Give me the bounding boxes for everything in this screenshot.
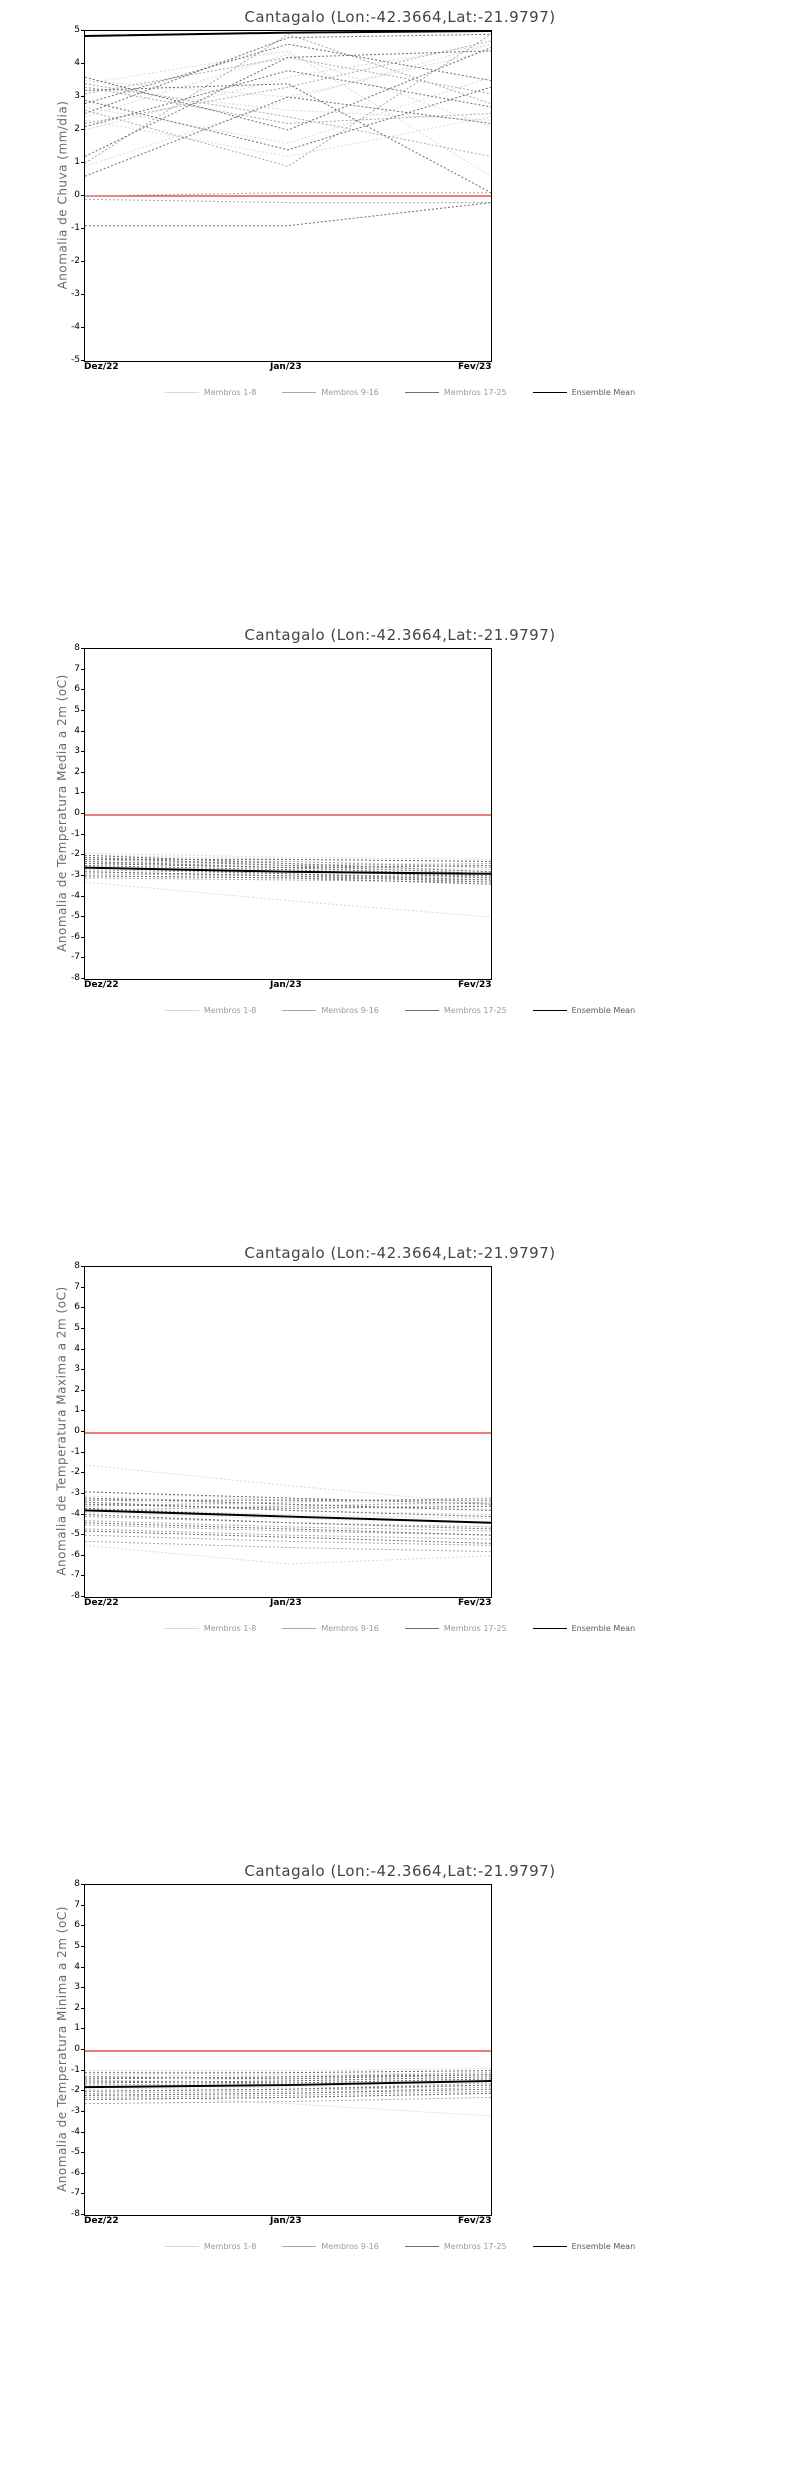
- legend-item: [165, 2242, 256, 2251]
- x-tick-label: Jan/23: [270, 980, 302, 990]
- x-tick-label: Fev/23: [458, 980, 492, 990]
- series-line: [85, 51, 491, 157]
- y-tick-mark: [81, 1987, 84, 1988]
- y-tick-mark: [81, 1596, 84, 1597]
- y-tick-mark: [81, 1307, 84, 1308]
- x-tick-label: Fev/23: [458, 362, 492, 372]
- y-tick-label: -4: [71, 1508, 80, 1519]
- legend-swatch-icon: [533, 392, 567, 393]
- y-tick-label: -5: [71, 911, 80, 922]
- chart-panel: [0, 1236, 800, 1854]
- page-title: Cantagalo (Lon:-42.3664,Lat:-21.9797): [244, 8, 556, 26]
- x-tick-label: Jan/23: [270, 1598, 302, 1608]
- legend-item: [165, 388, 256, 397]
- y-tick-label: 8: [74, 1261, 80, 1271]
- y-tick-mark: [81, 261, 84, 262]
- y-tick-mark: [81, 2111, 84, 2112]
- y-tick-label: -2: [71, 1467, 80, 1478]
- x-tick-label: Jan/23: [270, 2216, 302, 2226]
- y-tick-mark: [81, 792, 84, 793]
- legend-item-label: Membros 1-8: [203, 1624, 257, 1633]
- x-tick-label: Dez/22: [84, 362, 119, 372]
- y-tick-mark: [81, 669, 84, 670]
- legend-item-label: Membros 17-25: [443, 388, 507, 397]
- plot-area: [84, 1266, 492, 1598]
- y-tick-mark: [81, 1287, 84, 1288]
- plot-area: [84, 648, 492, 980]
- legend-item-label: Membros 17-25: [443, 2242, 507, 2251]
- y-tick-label: 5: [74, 25, 80, 35]
- chart-panel: [0, 0, 800, 618]
- y-tick-label: -2: [71, 256, 80, 266]
- y-tick-label: 0: [74, 2044, 80, 2054]
- legend-swatch-icon: [405, 1010, 439, 1011]
- legend: [0, 2242, 800, 2251]
- y-tick-mark: [81, 360, 84, 361]
- y-tick-label: 3: [74, 1982, 80, 1993]
- y-tick-mark: [81, 751, 84, 752]
- y-tick-mark: [81, 731, 84, 732]
- y-tick-label: -3: [71, 2105, 80, 2116]
- y-tick-mark: [81, 195, 84, 196]
- y-tick-label: 1: [74, 1405, 80, 1416]
- y-tick-label: -6: [71, 1549, 80, 1560]
- y-tick-mark: [81, 2214, 84, 2215]
- y-tick-mark: [81, 1575, 84, 1576]
- legend-item-label: Membros 1-8: [203, 2242, 257, 2251]
- y-tick-mark: [81, 1905, 84, 1906]
- y-tick-label: 3: [74, 1364, 80, 1375]
- y-tick-mark: [81, 1884, 84, 1885]
- series-line: [85, 31, 491, 36]
- y-tick-mark: [81, 2008, 84, 2009]
- legend-item-label: Ensemble Mean: [571, 1006, 636, 1015]
- series-line: [85, 97, 491, 176]
- y-tick-label: -8: [71, 1591, 80, 1601]
- y-tick-mark: [81, 1967, 84, 1968]
- series-line: [85, 1541, 491, 1551]
- y-tick-mark: [81, 1452, 84, 1453]
- y-tick-mark: [81, 327, 84, 328]
- legend-item: [282, 1006, 379, 1015]
- y-tick-label: 5: [74, 1322, 80, 1333]
- y-tick-label: 4: [74, 58, 80, 68]
- legend-swatch-icon: [405, 1628, 439, 1629]
- series-line: [85, 882, 491, 917]
- y-tick-mark: [81, 1328, 84, 1329]
- chart-panel: [0, 1854, 800, 2472]
- y-tick-label: 7: [74, 1899, 80, 1910]
- y-tick-label: 2: [74, 124, 80, 134]
- y-tick-label: -7: [71, 952, 80, 963]
- y-tick-mark: [81, 648, 84, 649]
- y-tick-label: 2: [74, 766, 80, 777]
- y-tick-mark: [81, 30, 84, 31]
- y-tick-label: -4: [71, 322, 80, 332]
- y-tick-mark: [81, 2132, 84, 2133]
- y-tick-label: -1: [71, 223, 80, 233]
- legend-item: [165, 1006, 256, 1015]
- y-tick-mark: [81, 1390, 84, 1391]
- y-tick-mark: [81, 1349, 84, 1350]
- series-line: [85, 1545, 491, 1564]
- plot-area: [84, 1884, 492, 2216]
- y-tick-mark: [81, 875, 84, 876]
- legend-swatch-icon: [282, 1010, 316, 1011]
- y-tick-mark: [81, 1431, 84, 1432]
- y-tick-label: 8: [74, 643, 80, 653]
- y-tick-label: -7: [71, 2188, 80, 2199]
- y-tick-label: -5: [71, 2147, 80, 2158]
- y-tick-mark: [81, 1410, 84, 1411]
- legend-swatch-icon: [533, 1010, 567, 1011]
- x-tick-label: Fev/23: [458, 1598, 492, 1608]
- y-axis-label-text: Anomalia de Chuva (mm/dia): [55, 100, 69, 290]
- legend-item: [405, 1624, 507, 1633]
- legend-item-label: Membros 9-16: [321, 1006, 379, 1015]
- y-tick-mark: [81, 1493, 84, 1494]
- y-tick-mark: [81, 916, 84, 917]
- legend-item: [405, 2242, 507, 2251]
- plot-area: [84, 30, 492, 362]
- y-tick-label: 2: [74, 2002, 80, 2013]
- y-tick-label: -1: [71, 1446, 80, 1457]
- y-tick-label: -5: [71, 1529, 80, 1540]
- legend: [0, 388, 800, 397]
- page-title: Cantagalo (Lon:-42.3664,Lat:-21.9797): [244, 1862, 556, 1880]
- y-axis-label-text: Anomalia de Temperatura Maxima a 2m (oC): [55, 1286, 69, 1576]
- y-tick-mark: [81, 294, 84, 295]
- legend: [0, 1624, 800, 1633]
- legend-swatch-icon: [533, 1628, 567, 1629]
- y-tick-label: 8: [74, 1879, 80, 1889]
- page-title: Cantagalo (Lon:-42.3664,Lat:-21.9797): [244, 626, 556, 644]
- y-axis-label-text: Anomalia de Temperatura Media a 2m (oC): [55, 674, 70, 952]
- y-tick-label: -6: [71, 931, 80, 942]
- y-tick-label: 6: [74, 1920, 80, 1931]
- y-tick-label: 7: [74, 1281, 80, 1292]
- series-line: [85, 2097, 491, 2103]
- legend-item-label: Membros 9-16: [321, 1624, 379, 1633]
- y-tick-label: -5: [71, 355, 80, 365]
- y-tick-mark: [81, 1925, 84, 1926]
- series-line: [85, 199, 491, 202]
- y-tick-mark: [81, 2070, 84, 2071]
- y-tick-label: 4: [74, 1961, 80, 1972]
- y-tick-mark: [81, 2173, 84, 2174]
- legend-item-label: Membros 9-16: [321, 388, 379, 397]
- x-tick-label: Jan/23: [270, 362, 302, 372]
- legend-swatch-icon: [165, 392, 199, 393]
- legend-item: [533, 1006, 636, 1015]
- y-tick-label: -3: [71, 1487, 80, 1498]
- y-tick-mark: [81, 937, 84, 938]
- y-tick-label: -3: [71, 869, 80, 880]
- legend-swatch-icon: [405, 2246, 439, 2247]
- legend-item-label: Ensemble Mean: [571, 388, 636, 397]
- y-tick-label: 4: [74, 725, 80, 736]
- legend: [0, 1006, 800, 1015]
- legend-item-label: Membros 17-25: [443, 1006, 507, 1015]
- legend-swatch-icon: [282, 1628, 316, 1629]
- page-title: Cantagalo (Lon:-42.3664,Lat:-21.9797): [244, 1244, 556, 1262]
- chart-panel: [0, 618, 800, 1236]
- y-tick-label: 0: [74, 190, 80, 200]
- legend-swatch-icon: [282, 2246, 316, 2247]
- legend-item: [533, 2242, 636, 2251]
- y-tick-mark: [81, 1369, 84, 1370]
- x-tick-label: Dez/22: [84, 980, 119, 990]
- y-tick-mark: [81, 162, 84, 163]
- y-tick-mark: [81, 2090, 84, 2091]
- series-line: [85, 203, 491, 226]
- y-tick-mark: [81, 1472, 84, 1473]
- x-tick-label: Dez/22: [84, 2216, 119, 2226]
- y-tick-label: 0: [74, 1426, 80, 1436]
- y-tick-mark: [81, 96, 84, 97]
- y-tick-mark: [81, 63, 84, 64]
- legend-item: [282, 1624, 379, 1633]
- y-tick-mark: [81, 1555, 84, 1556]
- y-tick-mark: [81, 1514, 84, 1515]
- series-line: [85, 1535, 491, 1545]
- legend-item-label: Membros 1-8: [203, 1006, 257, 1015]
- y-tick-mark: [81, 2049, 84, 2050]
- legend-swatch-icon: [165, 1010, 199, 1011]
- y-tick-label: -7: [71, 1570, 80, 1581]
- y-tick-label: 6: [74, 684, 80, 695]
- legend-swatch-icon: [165, 2246, 199, 2247]
- y-tick-mark: [81, 228, 84, 229]
- series-line: [85, 117, 491, 157]
- y-tick-label: 6: [74, 1302, 80, 1313]
- y-tick-mark: [81, 813, 84, 814]
- y-tick-label: 0: [74, 808, 80, 818]
- y-tick-mark: [81, 834, 84, 835]
- x-tick-label: Fev/23: [458, 2216, 492, 2226]
- y-tick-label: -2: [71, 2085, 80, 2096]
- series-line: [85, 2069, 491, 2071]
- legend-item-label: Ensemble Mean: [571, 1624, 636, 1633]
- legend-item-label: Ensemble Mean: [571, 2242, 636, 2251]
- series-line: [85, 84, 491, 157]
- y-tick-mark: [81, 689, 84, 690]
- y-tick-label: -4: [71, 890, 80, 901]
- y-tick-mark: [81, 896, 84, 897]
- y-axis-label-text: Anomalia de Temperatura Minima a 2m (oC): [55, 1906, 70, 2192]
- legend-swatch-icon: [533, 2246, 567, 2247]
- y-tick-mark: [81, 1946, 84, 1947]
- y-tick-label: 4: [74, 1343, 80, 1354]
- legend-swatch-icon: [165, 1628, 199, 1629]
- y-tick-label: -1: [71, 828, 80, 839]
- y-tick-label: 5: [74, 1940, 80, 1951]
- legend-item: [533, 388, 636, 397]
- y-tick-mark: [81, 772, 84, 773]
- y-tick-label: 1: [74, 157, 80, 167]
- y-tick-mark: [81, 854, 84, 855]
- y-tick-label: 7: [74, 663, 80, 674]
- legend-item: [533, 1624, 636, 1633]
- y-tick-label: -8: [71, 973, 80, 983]
- y-tick-label: 1: [74, 2023, 80, 2034]
- legend-item: [282, 388, 379, 397]
- y-tick-label: 5: [74, 704, 80, 715]
- x-tick-label: Dez/22: [84, 1598, 119, 1608]
- y-tick-mark: [81, 957, 84, 958]
- y-tick-label: -3: [71, 289, 80, 299]
- legend-swatch-icon: [405, 392, 439, 393]
- legend-item-label: Membros 9-16: [321, 2242, 379, 2251]
- series-line: [85, 44, 491, 166]
- y-tick-mark: [81, 2193, 84, 2194]
- y-tick-label: 2: [74, 1384, 80, 1395]
- y-tick-mark: [81, 2152, 84, 2153]
- legend-item: [405, 388, 507, 397]
- legend-item: [165, 1624, 256, 1633]
- y-tick-label: 3: [74, 746, 80, 757]
- legend-item: [405, 1006, 507, 1015]
- y-tick-label: -4: [71, 2126, 80, 2137]
- y-tick-mark: [81, 978, 84, 979]
- y-tick-mark: [81, 2028, 84, 2029]
- y-tick-label: -8: [71, 2209, 80, 2219]
- legend-item-label: Membros 1-8: [203, 388, 257, 397]
- y-tick-label: 1: [74, 787, 80, 798]
- y-tick-label: -1: [71, 2064, 80, 2075]
- y-tick-label: -6: [71, 2167, 80, 2178]
- series-line: [85, 51, 491, 176]
- y-tick-mark: [81, 710, 84, 711]
- y-tick-mark: [81, 1534, 84, 1535]
- y-tick-mark: [81, 129, 84, 130]
- legend-swatch-icon: [282, 392, 316, 393]
- legend-item-label: Membros 17-25: [443, 1624, 507, 1633]
- y-tick-label: -2: [71, 849, 80, 860]
- y-tick-mark: [81, 1266, 84, 1267]
- legend-item: [282, 2242, 379, 2251]
- y-tick-label: 3: [74, 91, 80, 101]
